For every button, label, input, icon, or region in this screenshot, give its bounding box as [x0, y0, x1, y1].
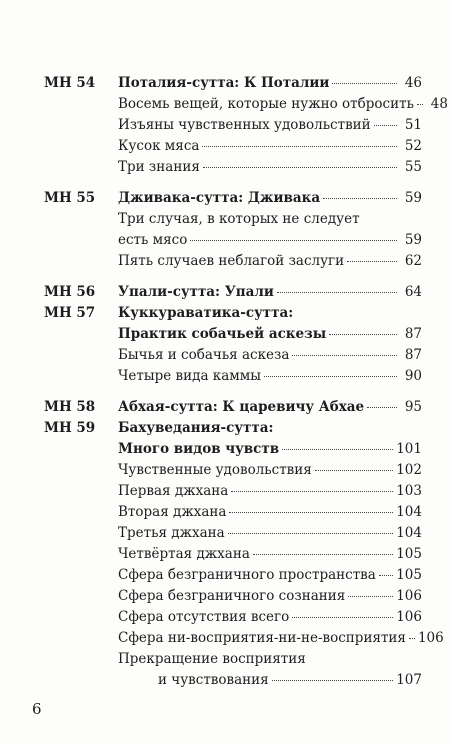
toc-title: Абхая-сутта: К царевичу Абхае [118, 399, 365, 415]
dot-leader [203, 167, 397, 168]
toc-entry [0, 73, 450, 93]
toc-page-number: 87 [404, 326, 422, 342]
toc-page-number: 52 [404, 138, 422, 154]
sutta-code: МН 56 [44, 284, 96, 300]
toc-entry [0, 303, 450, 323]
sutta-code: МН 59 [44, 420, 96, 436]
dot-leader [228, 533, 394, 534]
toc-entry [0, 251, 450, 271]
dot-leader [282, 449, 393, 450]
toc-entry [0, 439, 450, 459]
dot-leader [409, 638, 415, 639]
toc-title: и чувствования [158, 672, 269, 688]
toc-title: Пять случаев неблагой заслуги [118, 253, 345, 269]
toc-page-number: 59 [404, 232, 422, 248]
sutta-code: МН 57 [44, 305, 96, 321]
toc-title: Упали-сутта: Упали [118, 284, 274, 300]
toc-entry [0, 397, 450, 417]
toc-entry [0, 282, 450, 302]
toc-title: Сфера ни-восприятия-ни-не-восприятия [118, 630, 406, 646]
toc-entry [0, 586, 450, 606]
toc-title: Сфера безграничного пространства [118, 567, 376, 583]
toc-entry [0, 565, 450, 585]
toc-page-number: 95 [404, 399, 422, 415]
dot-leader [367, 407, 397, 408]
toc-page-number: 87 [404, 347, 422, 363]
sutta-code: МН 55 [44, 190, 96, 206]
toc-entry [0, 94, 450, 114]
toc-page-number: 55 [404, 159, 422, 175]
toc-title: Сфера отсутствия всего [118, 609, 290, 625]
toc-page-number: 106 [396, 588, 422, 604]
toc-entry [0, 460, 450, 480]
dot-leader [190, 240, 397, 241]
toc-entry [0, 649, 450, 669]
toc-page-number: 105 [396, 567, 422, 583]
toc-page-number: 107 [396, 672, 422, 688]
toc-title: Три знания [118, 159, 200, 175]
toc-title: Первая джхана [118, 483, 229, 499]
toc-page-number: 90 [404, 368, 422, 384]
toc-title: Поталия-сутта: К Поталии [118, 75, 330, 91]
dot-leader [348, 596, 393, 597]
toc-title: Четвёртая джхана [118, 546, 250, 562]
toc-page-number: 59 [404, 190, 422, 206]
toc-entry [0, 136, 450, 156]
toc-entry [0, 628, 450, 648]
toc-title: Чувственные удовольствия [118, 462, 312, 478]
toc-page-number: 103 [396, 483, 422, 499]
toc-page-number: 62 [404, 253, 422, 269]
toc-entry [0, 481, 450, 501]
toc-entry [0, 324, 450, 344]
toc-page-number: 104 [396, 504, 422, 520]
dot-leader [323, 198, 397, 199]
dot-leader [417, 104, 423, 105]
toc-entry [0, 502, 450, 522]
toc-page-number: 102 [396, 462, 422, 478]
toc-page-number: 101 [396, 441, 422, 457]
toc-page-number: 105 [396, 546, 422, 562]
toc-entry [0, 544, 450, 564]
dot-leader [272, 680, 394, 681]
sutta-code: МН 54 [44, 75, 96, 91]
dot-leader [332, 83, 397, 84]
dot-leader [277, 292, 397, 293]
page-number: 6 [32, 700, 42, 718]
toc-entry [0, 523, 450, 543]
dot-leader [253, 554, 393, 555]
toc-title: есть мясо [118, 232, 188, 248]
toc-title: Практик собачьей аскезы [118, 326, 327, 342]
toc-title: Три случая, в которых не следует [118, 211, 360, 227]
dot-leader [315, 470, 393, 471]
toc-entry [0, 670, 450, 690]
toc-entry [0, 366, 450, 386]
dot-leader [347, 261, 397, 262]
toc-title: Восемь вещей, которые нужно отбросить [118, 96, 414, 112]
toc-entry [0, 209, 450, 229]
toc-title: Сфера безграничного сознания [118, 588, 346, 604]
toc-page-number: 48 [430, 96, 448, 112]
toc-title: Кусок мяса [118, 138, 200, 154]
dot-leader [229, 512, 393, 513]
toc-page-number: 51 [404, 117, 422, 133]
dot-leader [292, 355, 397, 356]
sutta-code: МН 58 [44, 399, 96, 415]
toc-title: Третья джхана [118, 525, 225, 541]
dot-leader [202, 146, 397, 147]
toc-page-number: 104 [396, 525, 422, 541]
toc-entry [0, 188, 450, 208]
dot-leader [264, 376, 397, 377]
dot-leader [231, 491, 393, 492]
toc-title: Прекращение восприятия [118, 651, 306, 667]
toc-page-number: 46 [404, 75, 422, 91]
dot-leader [329, 334, 397, 335]
toc-page-number: 106 [417, 630, 444, 646]
toc-title: Изъяны чувственных удовольствий [118, 117, 371, 133]
toc-entry [0, 607, 450, 627]
toc-entry [0, 418, 450, 438]
toc-title: Дживака-сутта: Дживака [118, 190, 321, 206]
toc-title: Бахуведания-сутта: [118, 420, 274, 436]
toc-entry [0, 345, 450, 365]
dot-leader [379, 575, 393, 576]
dot-leader [292, 617, 393, 618]
toc-entry [0, 230, 450, 250]
toc-title: Много видов чувств [118, 441, 280, 457]
toc-title: Бычья и собачья аскеза [118, 347, 290, 363]
dot-leader [374, 125, 397, 126]
toc-entry [0, 115, 450, 135]
toc-page-number: 106 [396, 609, 422, 625]
toc-title: Четыре вида каммы [118, 368, 262, 384]
toc-title: Вторая джхана [118, 504, 227, 520]
toc-title: Куккураватика-сутта: [118, 305, 294, 321]
toc-entry [0, 157, 450, 177]
toc-page-number: 64 [404, 284, 422, 300]
